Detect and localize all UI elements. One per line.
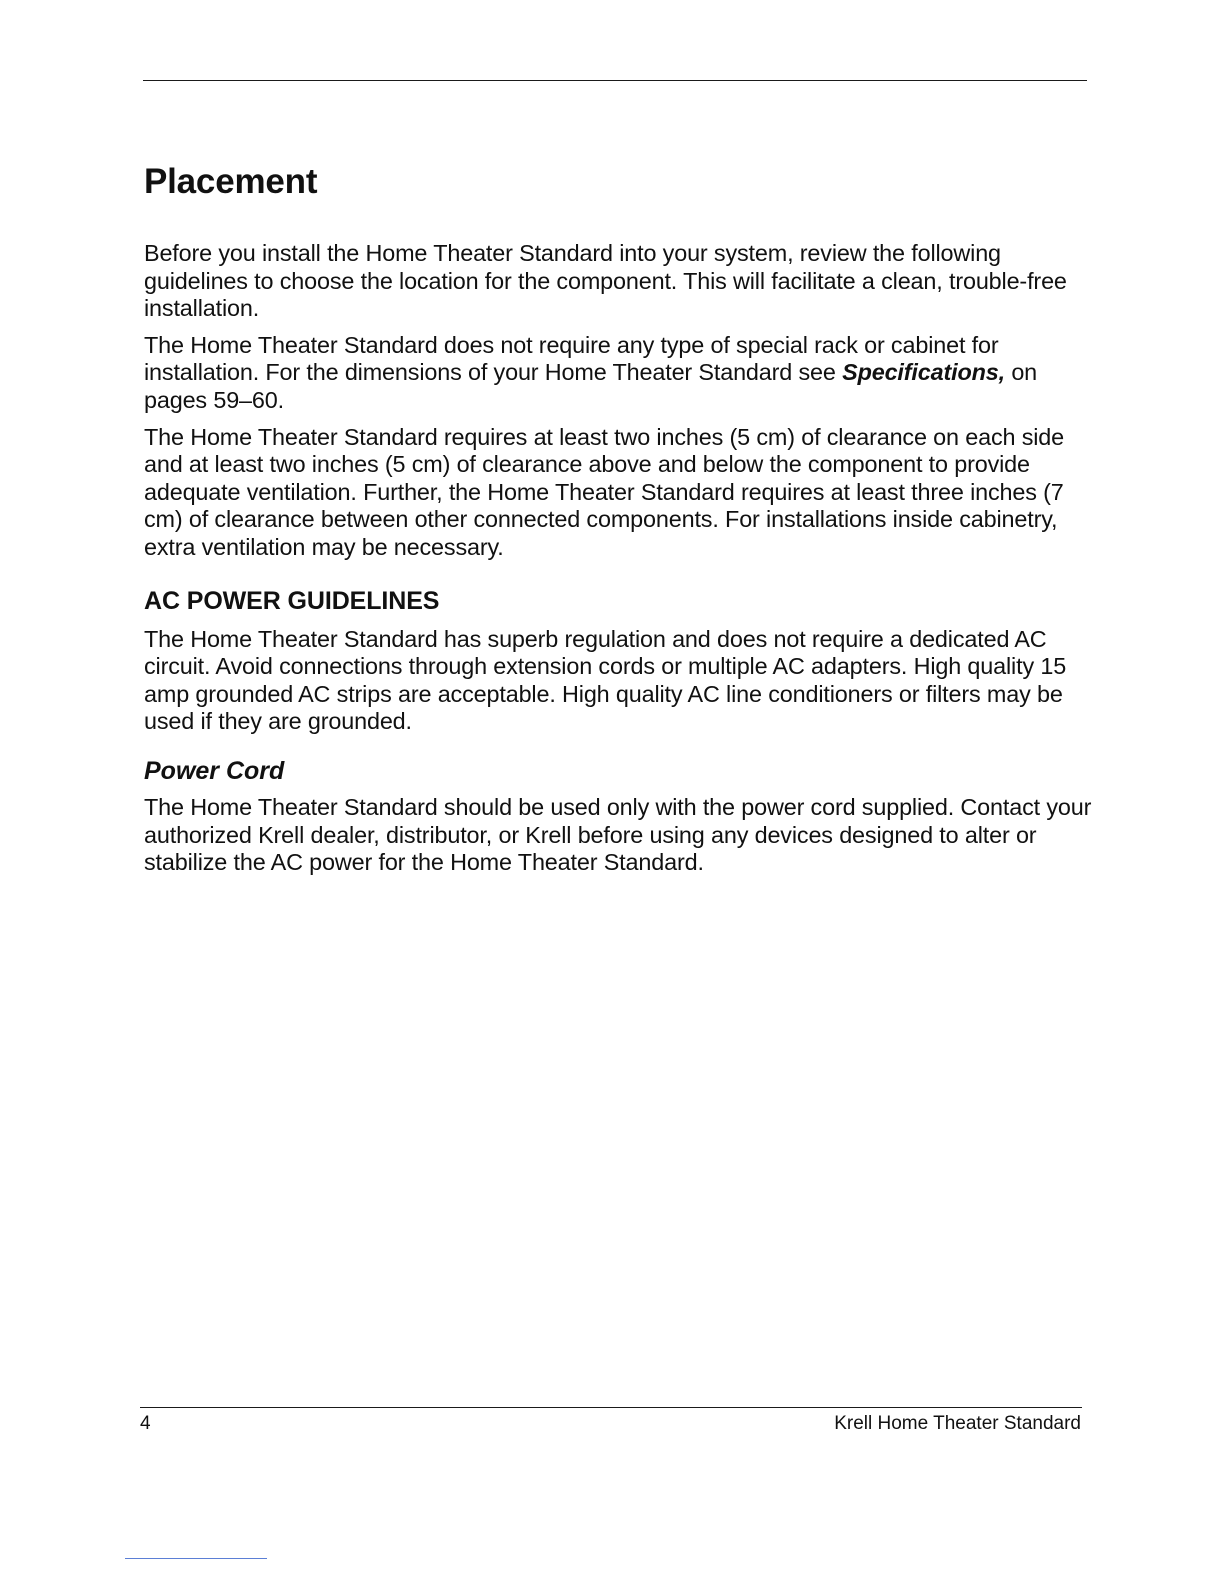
scan-artifact-line <box>125 1558 267 1559</box>
dimensions-text-start: The Home Theater Standard does not require any type of special rack or cabinet for installation. For the dimensions of your Home Theater Standard see <box>144 331 999 386</box>
dimensions-text-end: on pages 59–60. <box>144 359 1038 413</box>
page-title: Placement <box>144 162 318 201</box>
footer-document-title: Krell Home Theater Standard <box>834 1413 1081 1434</box>
power-cord-paragraph: The Home Theater Standard should be used only with the power cord supplied. Contact your authorized Krell dealer, distributor, or Krell before using any devices designed to alter or stabilize the AC power for the Home Theater Standard. <box>144 793 1092 876</box>
page-number: 4 <box>140 1413 151 1434</box>
clearance-paragraph: The Home Theater Standard requires at least two inches (5 cm) of clearance on each side and at least two inches (5 cm) of clearance above and below the component to provide adequate ventilation. Further, the Home Theater Standard requires at least three inches (7 cm) of clearance between other connected components. For installations inside cabinetry, extra ventilation may be necessary. <box>144 423 1065 560</box>
footer-rule <box>140 1407 1082 1408</box>
page-content <box>144 160 1094 886</box>
ac-power-heading: AC POWER GUIDELINES <box>144 586 440 615</box>
ac-power-paragraph: The Home Theater Standard has superb regulation and does not require a dedicated AC circuit. Avoid connections through extension cords or multiple AC adapters. High quality 15 amp grounded AC strips are acceptable. High quality AC line conditioners or filters may be used if they are grounded. <box>144 625 1067 735</box>
specifications-reference: Specifications, <box>842 359 1005 386</box>
intro-paragraph: Before you install the Home Theater Standard into your system, review the following guidelines to choose the location for the component. This will facilitate a clean, trouble-free installation. <box>144 240 1067 322</box>
dimensions-paragraph <box>144 332 1094 415</box>
header-rule <box>143 80 1087 81</box>
power-cord-heading: Power Cord <box>144 756 285 785</box>
